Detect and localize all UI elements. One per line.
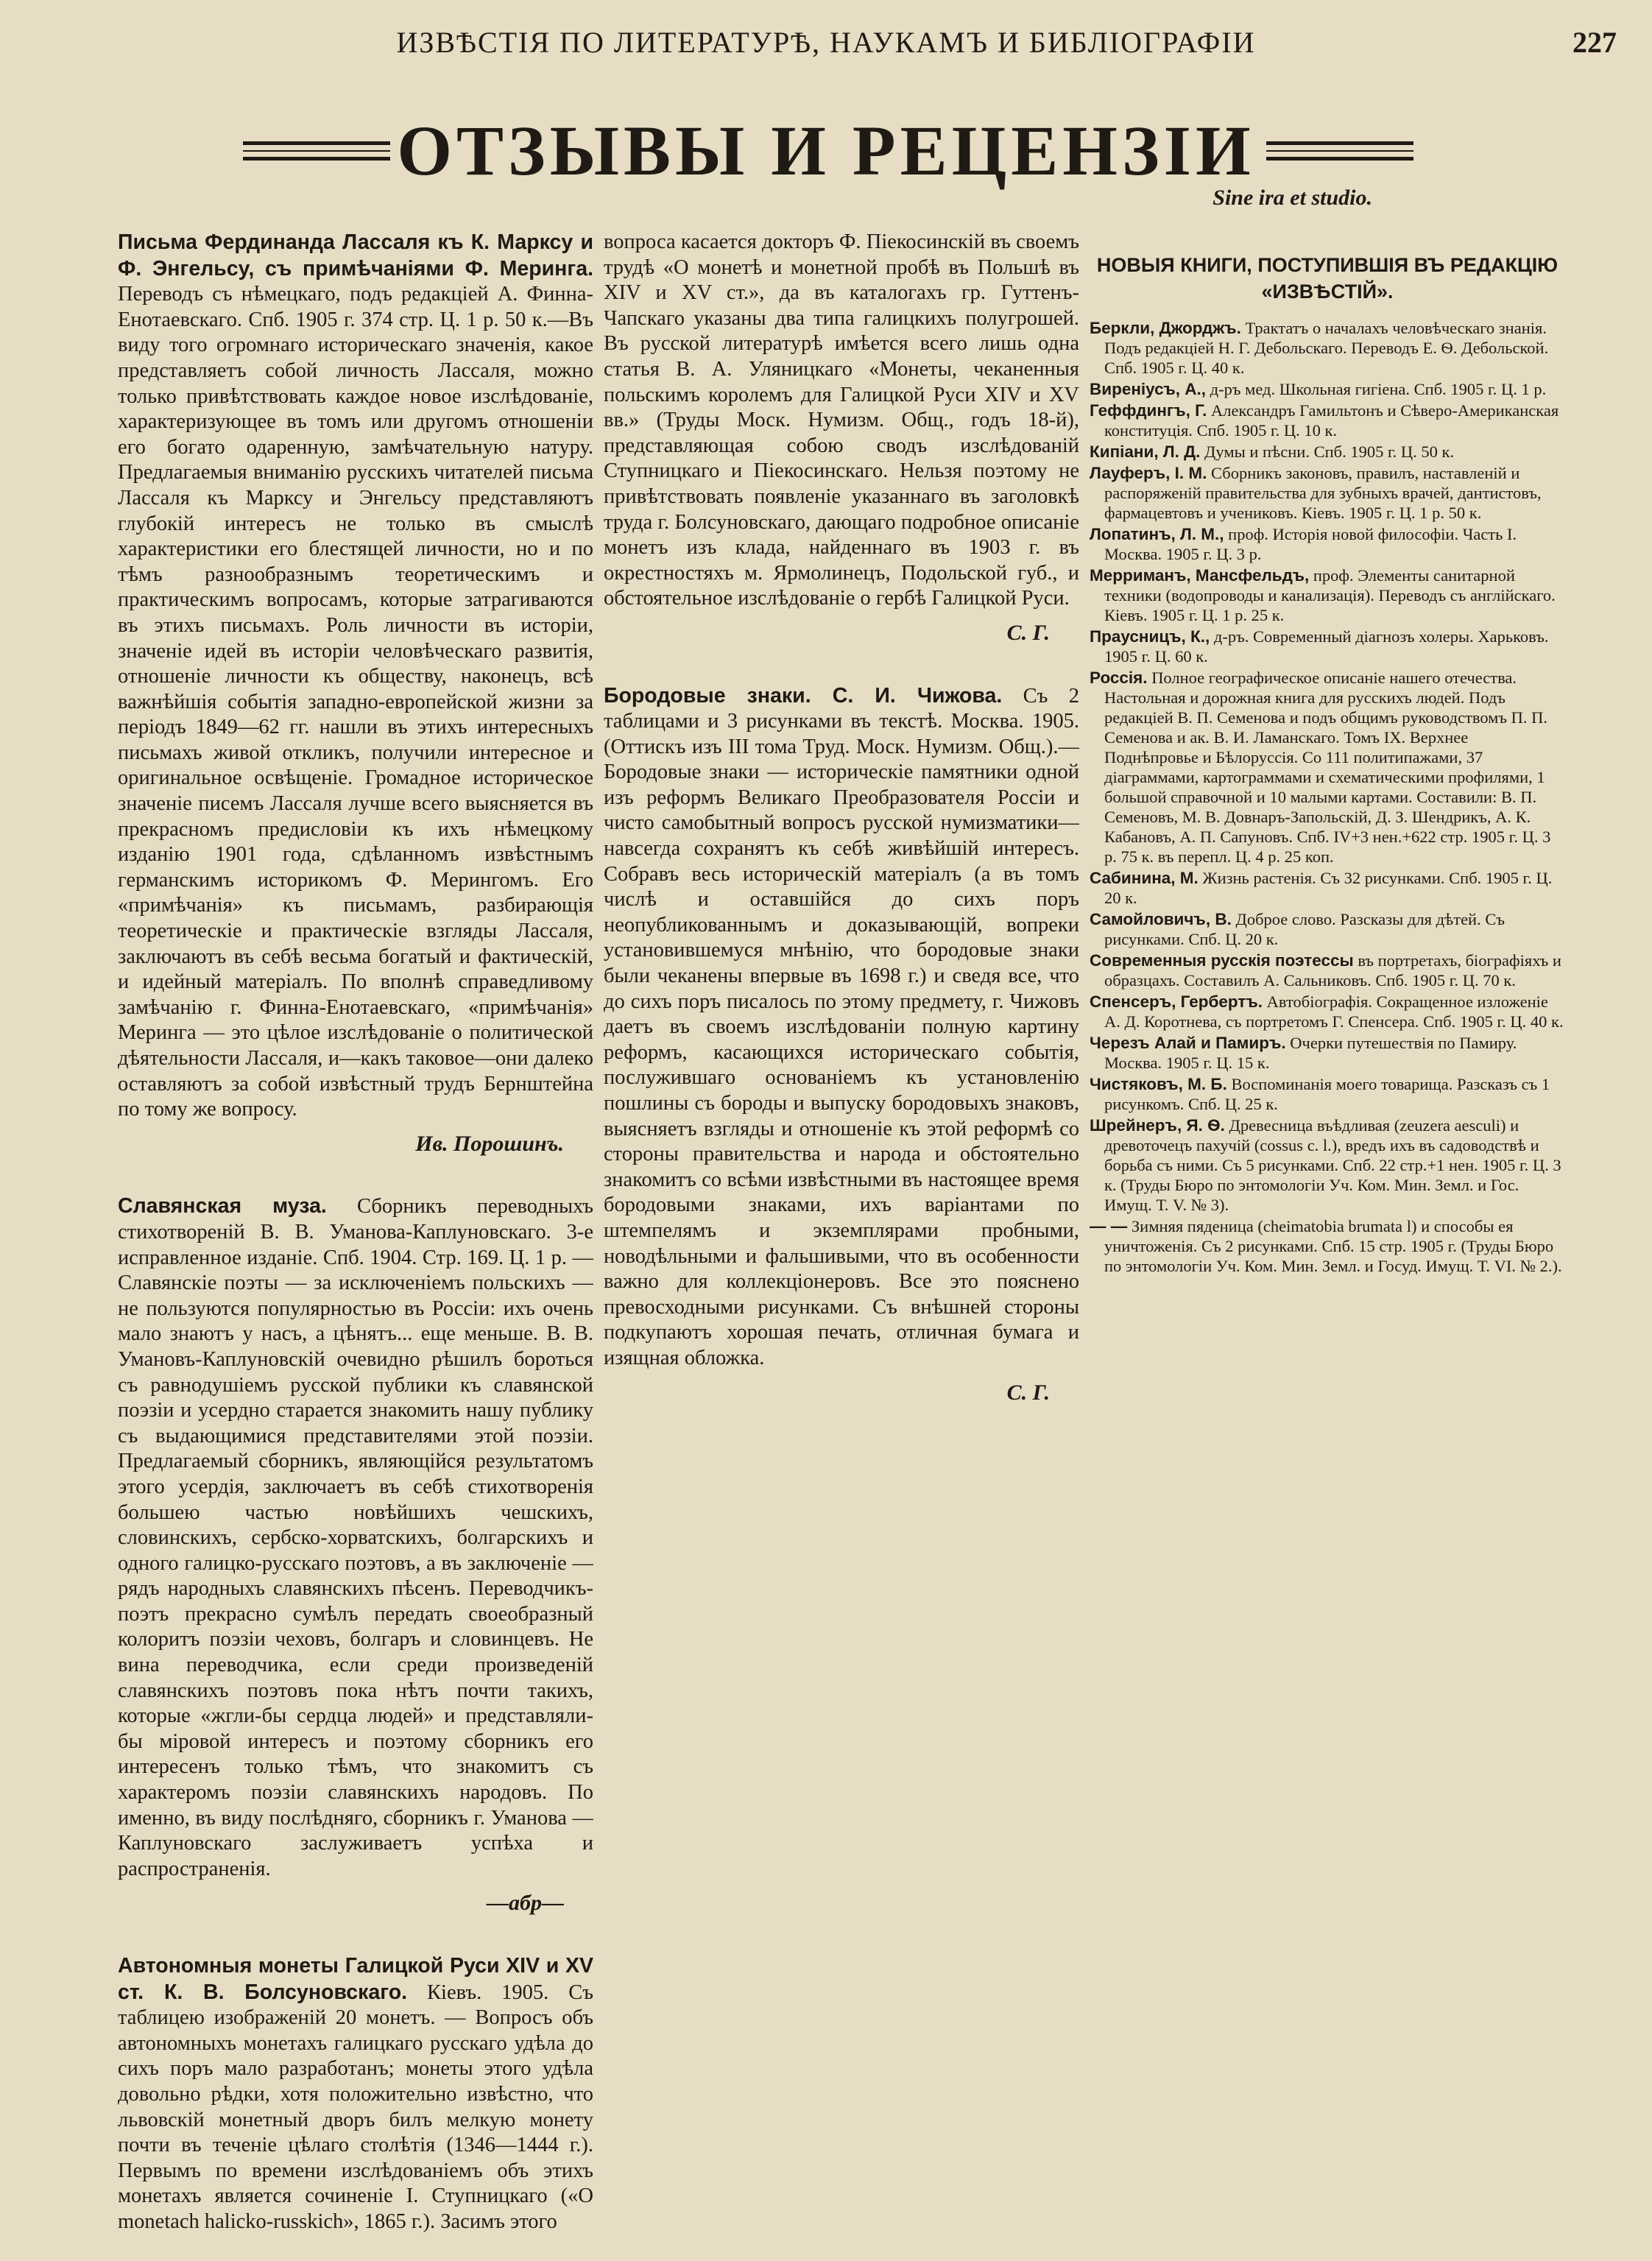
book-entry [1090, 379, 1565, 399]
book-description: Александръ Гамильтонъ и Сѣверо-Американская конституція. Спб. 1905 г. Ц. 10 к. [1104, 401, 1559, 440]
book-author: Черезъ Алай и Памиръ. [1090, 1034, 1286, 1052]
review-text [118, 230, 593, 1123]
review-separator [604, 657, 1079, 683]
book-author: Кипіани, Л. Д. [1090, 442, 1201, 461]
book-entry [1090, 668, 1565, 867]
book-description: Доброе слово. Разсказы для дѣтей. Съ рисунками. Спб. Ц. 20 к. [1104, 910, 1505, 948]
book-description: въ портретахъ, біографіяхъ и образцахъ. Составилъ А. Сальниковъ. Спб. 1905 г. Ц. 70 к. [1104, 951, 1561, 990]
review-body: Кіевъ. 1905. Съ таблицею изображеній 20 монетъ. — Вопросъ объ автономныхъ монетахъ галицкаго русскаго удѣла до сихъ поръ мало разработанъ; монеты этого удѣла довольно рѣдки, хотя положительно извѣстно, что львовскій монетный дворъ билъ мелкую монету почти въ теченіе цѣлаго столѣтія (1346—1444 г.). Первымъ по времени изслѣдованіемъ объ этихъ монетахъ является сочиненіе І. Ступницкаго («O monetach halicko-russkich», 1865 г.). Засимъ этого [118, 1980, 593, 2233]
section-title: ОТЗЫВЫ И РЕЦЕНЗІИ [397, 111, 1255, 190]
book-entry [1090, 1074, 1565, 1114]
review-separator [118, 1167, 593, 1193]
book-description: Автобіографія. Сокращенное изложеніе А. Д. Коротнева, съ портретомъ Г. Спенсера. Спб. 1905 г. Ц. 40 к. [1104, 992, 1564, 1031]
right-ornament-rule [1266, 141, 1413, 163]
section-heading [0, 110, 1652, 191]
column-3 [1090, 230, 1565, 2247]
book-author: Лопатинъ, Л. М., [1090, 525, 1224, 543]
book-entry [1090, 524, 1565, 564]
review-body: Съ 2 таблицами и 3 рисунками въ текстѣ. Москва. 1905. (Оттискъ изъ III тома Труд. Моск. Нумизм. Общ.).— Бородовые знаки — историческіе памятники одной изъ реформъ Великаго Преобразователя Россіи и чисто самобытный вопросъ русской нумизматики—навсегда сохранятъ къ себѣ живѣйшій интересъ. Собравъ весь историческій матеріалъ (а въ томъ числѣ и оставшійся до сихъ поръ неопубликованнымъ и доказывающій, вопреки установившемуся мнѣнію, что бородовые знаки были чеканены впервые въ 1698 г.) и сведя все, что до сихъ поръ писалось по этому предмету, г. Чижовъ даетъ въ своемъ изслѣдованіи полную картину реформъ, касающихся историческаго событія, послужившаго основаніемъ къ установленію пошлины съ бороды и выпуску бородовыхъ знаковъ, выясняетъ взгляды и отношеніе къ этой реформѣ со стороны правительства и народа и обстоятельно знакомитъ со всѣми извѣстными въ настоящее время бородовыми знаками, ихъ варіантами по штемпелямъ и экземплярами пробными, новодѣльными и фальшивыми, что въ особенности важно для коллекціонеровъ. Все это пояснено превосходными рисунками. Съ внѣшней стороны подкупаютъ хорошая печать, отличная бумага и изящная обложка. [604, 684, 1079, 1369]
book-entry [1090, 565, 1565, 625]
page-number: 227 [1572, 26, 1617, 59]
new-books-title: НОВЫЯ КНИГИ, ПОСТУПИВШІЯ ВЪ РЕДАКЦІЮ «ИЗВѢСТІЙ». [1096, 254, 1559, 303]
book-description: Трактатъ о началахъ человѣческаго знанія. Подъ редакціей Н. Г. Дебольскаго. Переводъ Е. Ѳ. Дебольской. Спб. 1905 г. Ц. 40 к. [1104, 319, 1549, 377]
review-heading: Бородовые знаки. С. И. Чижова. [604, 683, 1003, 708]
book-description: Сборникъ законовъ, правилъ, наставленій и распоряженій правительства для зубныхъ врачей, дантистовъ, фармацевтовъ и учениковъ. Кіевъ. 1905 г. Ц. 1 р. 50 к. [1104, 464, 1542, 522]
book-description: Думы и пѣсни. Спб. 1905 г. Ц. 50 к. [1200, 442, 1455, 461]
review-heading: Письма Фердинанда Лассаля къ К. Марксу и Ф. Энгельсу, съ примѣчаніями Ф. Меринга. [118, 230, 593, 281]
review-signature: Ив. Порошинъ. [415, 1131, 564, 1156]
book-author: Виренiусъ, А., [1090, 380, 1207, 398]
review-body: Сборникъ переводныхъ стихотвореній В. В. Уманова-Каплуновскаго. 3-е исправленное изданіе. Спб. 1904. Стр. 169. Ц. 1 р. — Славянскіе поэты — за исключеніемъ польскихъ — не пользуются популярностью въ Россіи: ихъ очень мало знаютъ у насъ, а цѣнятъ... еще меньше. В. В. Умановъ-Каплуновскій очевидно рѣшилъ бороться съ равнодушіемъ русской публики къ славянской поэзіи и усердно старается знакомить нашу публику съ выдающимися представителями этой поэзіи. Предлагаемый сборникъ, являющійся результатомъ этого усердія, заключаетъ въ себѣ стихотворенія большею частью новѣйшихъ чешскихъ, словинскихъ, сербско-хорватскихъ, болгарскихъ и одного галицко-русскаго поэтовъ, а въ заключеніе — рядъ народныхъ славянскихъ пѣсенъ. Переводчикъ-поэтъ прекрасно сумѣлъ передать своеобразный колоритъ поэзіи чеховъ, болгаръ и словинцевъ. Не вина переводчика, если среди произведеній славянскихъ поэтовъ пока нѣтъ почти такихъ, которые «жгли-бы сердца людей» и представляли-бы міровой интересъ и поэтому сборникъ его интересенъ только тѣмъ, что знакомитъ съ характеромъ поэзіи славянскихъ народовъ. По именно, въ виду послѣдняго, сборникъ г. Уманова — Каплуновскаго заслуживаетъ успѣха и распространенія. [118, 1195, 593, 1880]
review-body: Переводъ съ нѣмецкаго, подъ редакціей А. Финна-Енотаевскаго. Спб. 1905 г. 374 стр. Ц. 1 р. 50 к.—Въ виду того огромнаго историческаго значенія, какое представляетъ собой личность Лассаля, можно только привѣтствовать каждое новое изслѣдованіе, характеризующее въ томъ или другомъ отношеніи его богато одаренную, замѣчательную натуру. Предлагаемыя вниманію русскихъ читателей письма Лассаля къ Марксу и Энгельсу представляютъ глубокій интересъ не только въ смыслѣ характеристики его блестящей личности, но и по тѣмъ разнообразнымъ теоретическимъ и практическимъ вопросамъ, которые затрагиваются въ этихъ письмахъ. Роль личности въ исторіи, значеніе идей въ исторіи человѣческаго развитія, отношеніе личности къ обществу, наконецъ, всѣ важнѣйшія событія западно-европейской жизни за періодъ 1849—62 гг. нашли въ этихъ интересныхъ письмахъ живой откликъ, получили интересное и оригинальное освѣщеніе. Громадное историческое значеніе писемъ Лассаля лучше всего выясняется въ прекрасномъ предисловіи къ ихъ нѣмецкому изданію 1901 года, сдѣланномъ извѣстнымъ германскимъ историкомъ Ф. Мерингомъ. Его «примѣчанія» къ письмамъ, разбирающія теоретическіе и практическіе взгляды Лассаля, заключаютъ въ себѣ весьма богатый и фактическій, и идейный матеріалъ. По вполнѣ справедливому замѣчанію г. Финна-Енотаевскаго, «примѣчанія» Меринга — это цѣлое изслѣдованіе о политической дѣятельности Лассаля, и—какъ таковое—они далеко оставляютъ за собой извѣстный трудъ Бернштейна по тому же вопросу. [118, 283, 593, 1121]
running-title: ИЗВѢСТІЯ ПО ЛИТЕРАТУРѢ, НАУКАМЪ И БИБЛІОГРАФІИ [396, 26, 1256, 59]
book-author: Шрейнеръ, Я. Ѳ. [1090, 1116, 1225, 1135]
book-author: Лауферъ, І. М. [1090, 464, 1207, 482]
book-description: проф. Элементы санитарной техники (водопроводы и канализація). Переводъ съ англійскаго. Кіевъ. 1905 г. Ц. 1 р. 25 к. [1104, 566, 1556, 624]
book-author: Современныя русскія поэтессы [1090, 951, 1354, 970]
review-signature: С. Г. [1006, 620, 1050, 645]
book-entry [1090, 950, 1565, 990]
book-entry [1090, 868, 1565, 908]
book-entry [1090, 1115, 1565, 1215]
book-description: д-ръ мед. Школьная гигіена. Спб. 1905 г. Ц. 1 р. [1206, 380, 1547, 398]
book-author: Спенсеръ, Гербертъ. [1090, 992, 1263, 1011]
book-author: Беркли, Джорджъ. [1090, 319, 1241, 337]
review-text [118, 1193, 593, 1882]
book-description: д-ръ. Современный діагнозъ холеры. Харьковъ. 1905 г. Ц. 60 к. [1104, 627, 1549, 666]
book-author: Чистяковъ, М. Б. [1090, 1075, 1227, 1093]
book-entry [1090, 992, 1565, 1031]
page-header [0, 21, 1652, 65]
review-heading: Славянская муза. [118, 1194, 327, 1218]
review-text [604, 683, 1079, 1372]
book-description: проф. Исторія новой философіи. Часть I. Москва. 1905 г. Ц. 3 р. [1104, 525, 1517, 563]
review-body-continued: вопроса касается докторъ Ф. Піекосинскій въ своемъ трудѣ «О монетѣ и монетной пробѣ въ Польшѣ въ XIV и XV ст.», да въ каталогахъ гр. Гуттенъ-Чапскаго указаны два типа галицкихъ полугрошей. Въ русской литературѣ имѣется всего лишь одна статья В. А. Уляницкаго «Монеты, чеканенныя польскимъ королемъ для Галицкой Руси XIV и XV вв.» (Труды Моск. Нумизм. Общ., годъ 18-й), представляющая собою сводъ изслѣдованій Ступницкаго и Піекосинскаго. Нельзя поэтому не привѣтствовать появленіе указаннаго въ заголовкѣ труда г. Болсуновскаго, дающаго подробное описаніе монетъ изъ клада, найденнаго въ 1903 г. въ окрестностяхъ м. Ярмолинецъ, Подольской губ., и обстоятельное изслѣдованіе о гербѣ Галицкой Руси. [604, 230, 1079, 610]
review-signature: —абр— [487, 1891, 564, 1916]
review-heading: Автономныя монеты Галицкой Руси XIV и XV ст. К. В. Болсуновскаго. [118, 1954, 593, 2004]
book-entry [1090, 401, 1565, 440]
book-entry [1090, 318, 1565, 378]
book-entry [1090, 1033, 1565, 1073]
book-description: Древесница въѣдливая (zeuzera aesculi) и древоточецъ пахучій (cossus c. l.), вредъ ихъ въ садоводствѣ и борьба съ ними. Съ 5 рисунками. Спб. 22 стр.+1 нен. 1905 г. Ц. 3 к. (Труды Бюро по энтомологіи Уч. Ком. Мин. Земл. и Гос. Имущ. Т. V. № 3). [1104, 1116, 1561, 1214]
review-separator [118, 1927, 593, 1953]
review-text-continued [604, 230, 1079, 612]
book-description: Очерки путешествія по Памиру. Москва. 1905 г. Ц. 15 к. [1104, 1034, 1517, 1072]
book-entry [1090, 627, 1565, 666]
book-description: Воспоминанія моего товарища. Разсказъ съ 1 рисункомъ. Спб. Ц. 25 к. [1104, 1075, 1550, 1113]
book-author: Самойловичъ, В. [1090, 910, 1232, 928]
book-entry [1090, 463, 1565, 523]
book-description: Зимняя пяденица (cheimatobia brumata l) и способы ея уничтоженія. Съ 2 рисунками. Спб. 15 стр. 1905 г. (Труды Бюро по энтомологіи Уч. Ком. Мин. Земл. и Госуд. Имущ. Т. VI. № 2.). [1104, 1217, 1562, 1275]
book-description: Жизнь растенія. Съ 32 рисунками. Спб. 1905 г. Ц. 20 к. [1104, 869, 1553, 907]
column-2 [604, 230, 1079, 2247]
book-author: Геффдингъ, Г. [1090, 401, 1207, 420]
book-entry [1090, 1216, 1565, 1276]
book-author: Мерриманъ, Мансфельдъ, [1090, 566, 1310, 585]
review-text [118, 1953, 593, 2235]
book-entry [1090, 909, 1565, 949]
review-signature: С. Г. [1006, 1380, 1050, 1405]
book-entry [1090, 442, 1565, 462]
book-author: Россія. [1090, 669, 1148, 687]
book-description: Полное географическое описаніе нашего отечества. Настольная и дорожная книга для русскихъ людей. Подъ редакціей В. П. Семенова и подъ общимъ руководствомъ П. П. Семенова и ак. В. И. Ламанскаго. Томъ IX. Верхнее Поднѣпровье и Бѣлоруссія. Со 111 политипажами, 37 діаграммами, картограммами и схематическими профилями, 1 большой справочной и 10 малыми картами. Составили: В. П. Семеновъ, М. В. Довнаръ-Запольскій, Д. З. Шендрикъ, А. К. Кабановъ, А. П. Сапуновъ. Спб. IV+3 нен.+622 стр. 1905 г. Ц. 3 р. 75 к. въ перепл. Ц. 4 р. 25 коп. [1104, 669, 1551, 866]
book-author: Сабинина, М. [1090, 869, 1199, 887]
motto: Sine ira et studio. [1212, 186, 1372, 210]
column-1 [118, 230, 593, 2247]
book-author: — — [1090, 1217, 1128, 1235]
book-author: Праусницъ, К., [1090, 627, 1210, 646]
